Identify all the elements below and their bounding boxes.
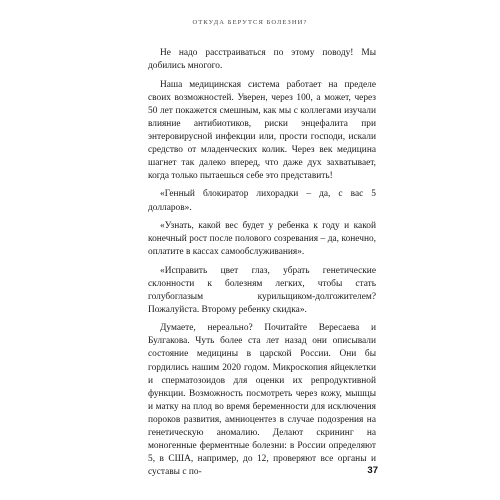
- paragraph: «Генный блокиратор лихорадки – да, с вас 5 долларов».: [148, 189, 376, 213]
- paragraph: «Узнать, какой вес будет у ребенка к году и какой конечный рост после полового созревания – да, конечно, оплатите в кассах самообслуживания».: [148, 221, 376, 258]
- paragraph: Думаете, нереально? Почитайте Вересаева и Булгакова. Чуть более ста лет назад они описывали состояние медицины в царской России. Они бы гордились нашим 2020 годом. Микроскопия яйцеклетки и сперматозоидов для оценки их репродуктивной функции. Возможность посмотреть через кожу, мышцы и матку на плод во время беременности для исключения пороков развития, амниоцентез в случае подозрения на генетическую аномалию. Делают скрининг на моногенные ферментные болезни: в России определяют 5, в США, например, до 12, проверяют все органы и суставы с по-: [148, 323, 376, 477]
- page-number: 37: [367, 465, 378, 476]
- body-text: [148, 47, 376, 484]
- paragraph: Наша медицинская система работает на пределе своих возможностей. Уверен, через 100, а может, через 50 лет покажется смешным, как мы с коллегами изучали влияние антибиотиков, риски энцефалита при энтеровирусной инфекции или, прости господи, искали средство от младенческих колик. Через век медицина шагнет так далеко вперед, что даже дух захватывает, когда только пытаешься себе это представить!: [148, 79, 376, 181]
- paragraph: Не надо расстраиваться по этому поводу! Мы добились многого.: [148, 48, 376, 72]
- paragraph: «Исправить цвет глаз, убрать генетические склонности к болезням легких, чтобы стать голубоглазым курильщиком-долгожителем? Пожалуйста. Второму ребенку скидка».: [148, 265, 376, 315]
- running-head: ОТКУДА БЕРУТСЯ БОЛЕЗНИ?: [192, 19, 308, 26]
